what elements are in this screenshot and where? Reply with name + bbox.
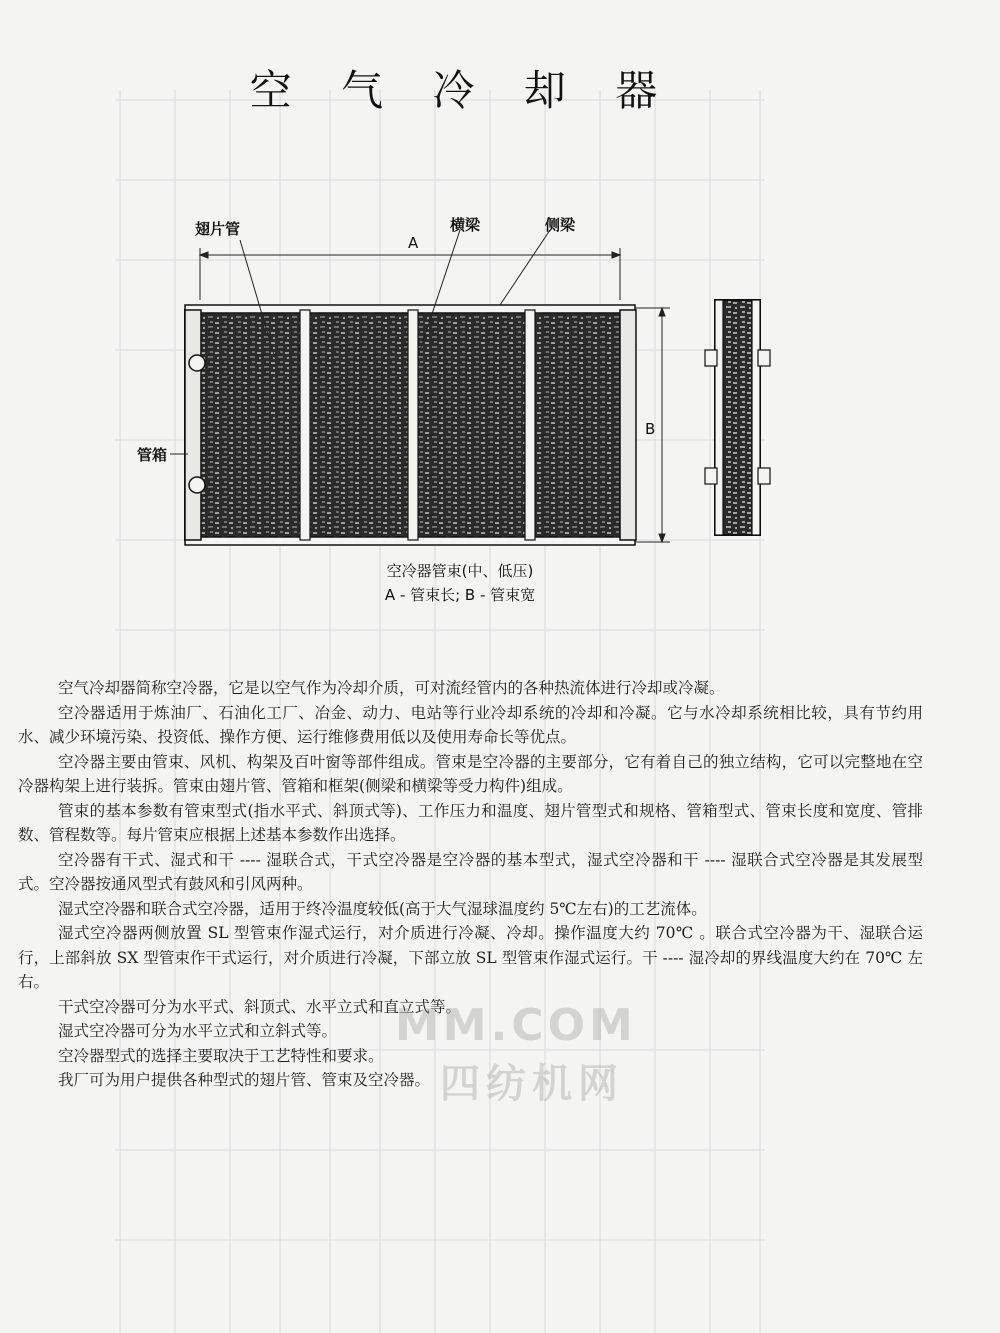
- paragraph: 湿式空冷器两侧放置 SL 型管束作湿式运行，对介质进行冷凝、冷却。操作温度大约 70℃ 。联合式空冷器为干、湿联合运行，上部斜放 SX 型管束作干式运行，对介质进行冷凝，下部立放 SL 型管束作湿式运行。干 ---- 湿冷却的界线温度大约在 70℃ 左右。: [18, 924, 923, 991]
- paragraph: 我厂可为用户提供各种型式的翅片管、管束及空冷器。: [58, 1071, 431, 1089]
- diagram-caption-title: 空冷器管束(中、低压): [386, 562, 534, 580]
- label-fin-tube: 翅片管: [195, 220, 241, 238]
- paragraph: 空气冷却器简称空冷器，它是以空气作为冷却介质，可对流经管内的各种热流体进行冷却或冷凝。: [58, 679, 725, 697]
- label-cross-beam: 横梁: [450, 216, 481, 234]
- paragraph: 空冷器适用于炼油厂、石油化工厂、冶金、动力、电站等行业冷却系统的冷却和冷凝。它与水冷却系统相比较，具有节约用水、减少环境污染、投资低、操作方便、运行维修费用低以及使用寿命长等优点。: [18, 703, 923, 746]
- tube-bundle-front: [185, 305, 636, 545]
- paragraph: 干式空冷器可分为水平式、斜顶式、水平立式和直立式等。: [58, 997, 462, 1016]
- watermark-url: MM.COM: [395, 1000, 637, 1051]
- tube-bundle-side-view: [705, 300, 770, 535]
- paragraph: 空冷器有干式、湿式和干 ---- 湿联合式，干式空冷器是空冷器的基本型式，湿式空冷器和干 ---- 湿联合式空冷器是其发展型式。空冷器按通风型式有鼓风和引风两种。: [18, 850, 923, 893]
- dimension-a: [200, 248, 620, 300]
- label-dimension-a: A: [408, 234, 419, 252]
- paragraph: 湿式空冷器可分为水平立式和立斜式等。: [58, 1022, 338, 1040]
- diagram-caption-legend: A - 管束长; B - 管束宽: [384, 586, 536, 604]
- paragraph: 管束的基本参数有管束型式(指水平式、斜顶式等)、工作压力和温度、翅片管型式和规格、管箱型式、管束长度和宽度、管排数、管程数等。每片管束应根据上述基本参数作出选择。: [18, 801, 923, 844]
- tube-bundle-diagram: [130, 200, 780, 610]
- paragraph: 湿式空冷器和联合式空冷器，适用于终冷温度较低(高于大气湿球温度约 5℃左右)的工艺流体。: [58, 899, 707, 918]
- paragraph: 空冷器型式的选择主要取决于工艺特性和要求。: [58, 1046, 384, 1065]
- label-header-box: 管箱: [137, 446, 168, 464]
- paragraph: 空冷器主要由管束、风机、构架及百叶窗等部件组成。管束是空冷器的主要部分，它有着自己的独立结构，它可以完整地在空冷器构架上进行装拆。管束由翅片管、管箱和框架(侧梁和横梁等受力构件)组成。: [18, 752, 923, 795]
- label-side-beam: 侧梁: [545, 216, 576, 234]
- label-dimension-b: B: [645, 420, 656, 438]
- page-title: 空 气 冷 却 器: [249, 66, 676, 115]
- watermark-site-name: 四纺机网: [440, 1061, 624, 1107]
